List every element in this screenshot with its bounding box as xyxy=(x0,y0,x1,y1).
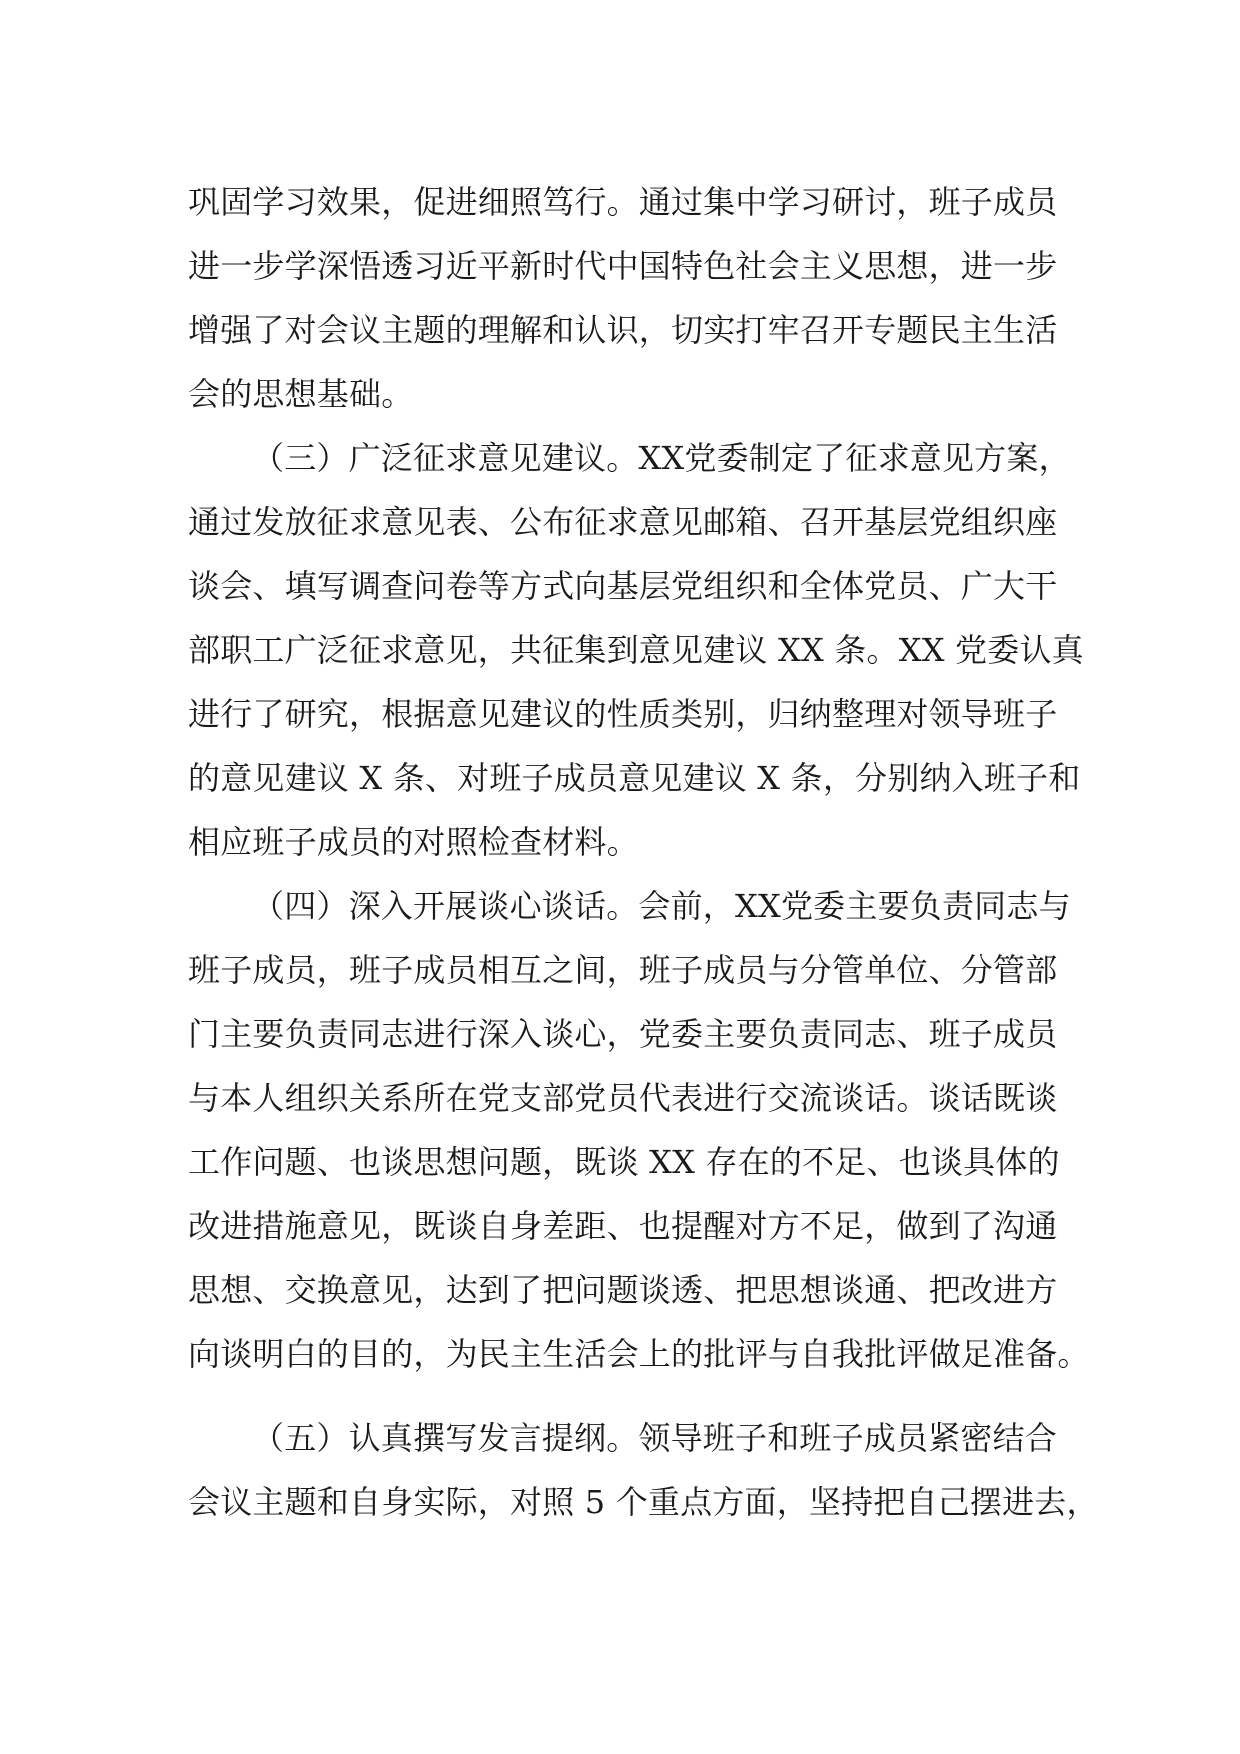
text-line: 的意见建议 X 条、对班子成员意见建议 X 条，分别纳入班子和 xyxy=(188,759,1081,797)
section-heading-line: （五）认真撰写发言提纲。领导班子和班子成员紧密结合 xyxy=(252,1419,1058,1457)
text-line: 会议主题和自身实际，对照 5 个重点方面，坚持把自己摆进去， xyxy=(188,1483,1099,1521)
text-line: 向谈明白的目的，为民主生活会上的批评与自我批评做足准备。 xyxy=(188,1335,1090,1373)
text-line: 部职工广泛征求意见，共征集到意见建议 XX 条。XX 党委认真 xyxy=(188,631,1084,669)
section-heading-line: （四）深入开展谈心谈话。会前，XX党委主要负责同志与 xyxy=(252,887,1071,925)
text-line: 门主要负责同志进行深入谈心，党委主要负责同志、班子成员 xyxy=(188,1015,1058,1053)
text-line: 巩固学习效果，促进细照笃行。通过集中学习研讨，班子成员 xyxy=(188,183,1058,221)
text-line: 会的思想基础。 xyxy=(188,375,414,413)
text-line: 增强了对会议主题的理解和认识，切实打牢召开专题民主生活 xyxy=(188,311,1058,349)
text-line: 班子成员，班子成员相互之间，班子成员与分管单位、分管部 xyxy=(188,951,1058,989)
text-line: 改进措施意见，既谈自身差距、也提醒对方不足，做到了沟通 xyxy=(188,1207,1058,1245)
section-heading-line: （三）广泛征求意见建议。XX党委制定了征求意见方案， xyxy=(252,439,1071,477)
text-line: 通过发放征求意见表、公布征求意见邮箱、召开基层党组织座 xyxy=(188,503,1058,541)
text-line: 谈会、填写调查问卷等方式向基层党组织和全体党员、广大干 xyxy=(188,567,1058,605)
text-line: 相应班子成员的对照检查材料。 xyxy=(188,823,639,861)
text-line: 工作问题、也谈思想问题，既谈 XX 存在的不足、也谈具体的 xyxy=(188,1143,1060,1181)
text-line: 进行了研究，根据意见建议的性质类别，归纳整理对领导班子 xyxy=(188,695,1058,733)
text-line: 与本人组织关系所在党支部党员代表进行交流谈话。谈话既谈 xyxy=(188,1079,1058,1117)
text-line: 思想、交换意见，达到了把问题谈透、把思想谈通、把改进方 xyxy=(188,1271,1058,1309)
text-line: 进一步学深悟透习近平新时代中国特色社会主义思想，进一步 xyxy=(188,247,1058,285)
